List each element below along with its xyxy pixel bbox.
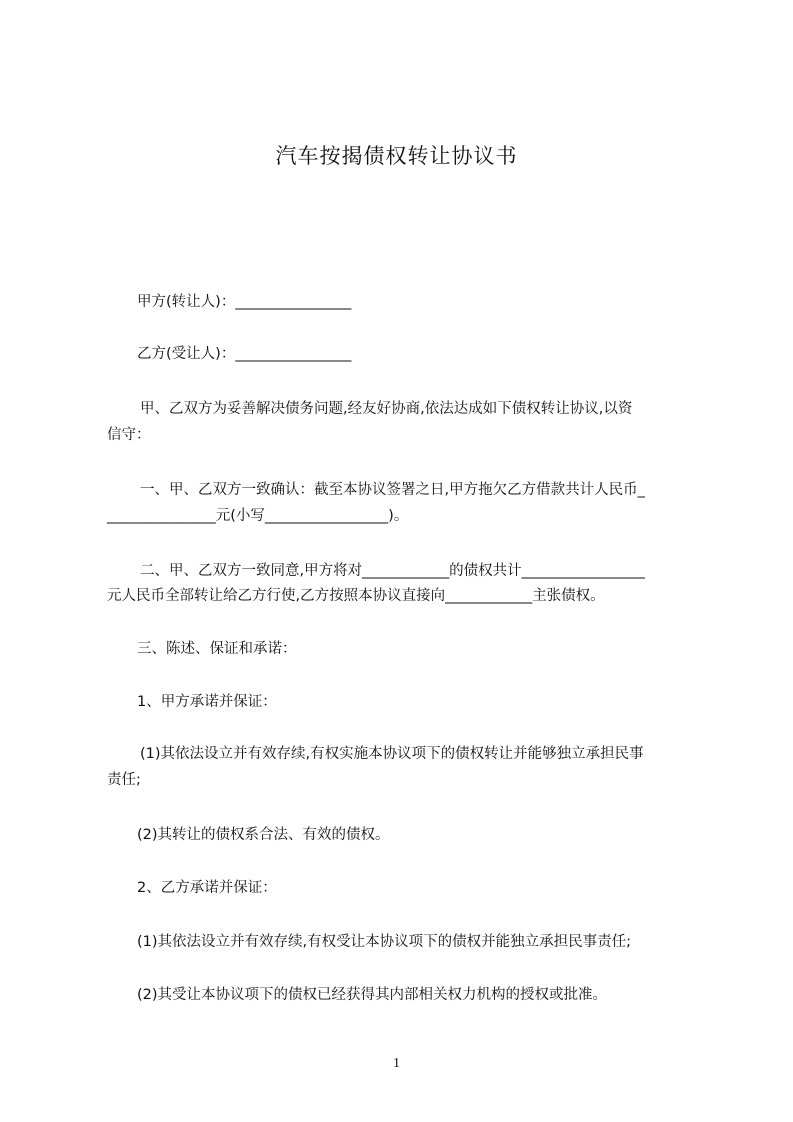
party-a-promise-item-1-line-1: (1)其依法设立并有效存续,有权实施本协议项下的债权转让并能够独立承担民事 (140, 746, 644, 762)
clause-1-line-2: _______________元(小写_________________)。 (107, 508, 409, 524)
document-title: 汽车按揭债权转让协议书 (275, 144, 518, 168)
clause-2-line-1: 二、甲、乙双方一致同意,甲方将对____________的债权共计_________________ (140, 563, 645, 579)
party-b-promise-item-2: (2)其受让本协议项下的债权已经获得其内部相关权力机构的授权或批准。 (137, 987, 608, 1003)
intro-line-2: 信守： (107, 427, 151, 443)
clause-1-line-1: 一、甲、乙双方一致确认：截至本协议签署之日,甲方拖欠乙方借款共计人民币_ (140, 482, 645, 498)
party-b-line: 乙方(受让人)：________________ (137, 346, 352, 362)
party-b-promise-item-1: (1)其依法设立并有效存续,有权受让本协议项下的债权并能独立承担民事责任; (137, 934, 632, 950)
party-a-promise-heading: 1、甲方承诺并保证： (137, 694, 277, 710)
page-number: 1 (393, 1056, 400, 1071)
clause-3-heading: 三、陈述、保证和承诺： (137, 641, 297, 657)
party-a-line: 甲方(转让人)：________________ (137, 294, 352, 310)
party-b-promise-heading: 2、乙方承诺并保证： (137, 880, 277, 896)
party-a-promise-item-1-line-2: 责任; (107, 772, 141, 788)
clause-2-line-2: 元人民币全部转让给乙方行使,乙方按照本协议直接向____________主张债权。 (107, 588, 605, 604)
party-a-promise-item-2: (2)其转让的债权系合法、有效的债权。 (137, 827, 390, 843)
intro-line-1: 甲、乙双方为妥善解决债务问题,经友好协商,依法达成如下债权转让协议,以资 (140, 401, 633, 417)
